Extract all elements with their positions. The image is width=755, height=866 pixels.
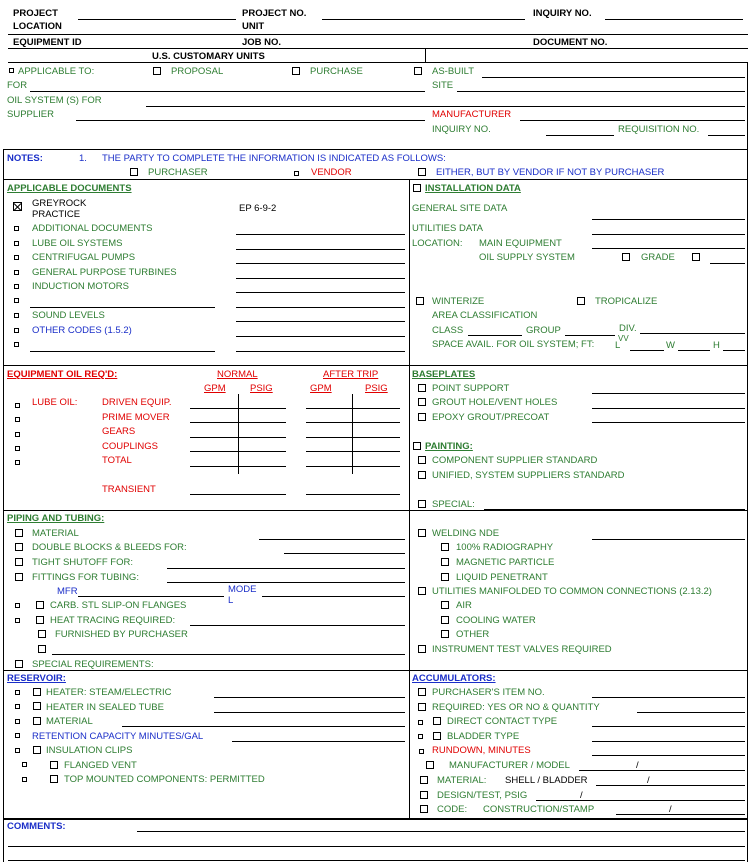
heat-tracing-label: HEAT TRACING REQUIRED:: [50, 615, 176, 626]
insulation-outer-checkbox[interactable]: [15, 748, 20, 753]
oil-req-title: EQUIPMENT OIL REQ'D:: [7, 369, 118, 380]
div-label: DIV.: [619, 323, 637, 334]
construction-slash: /: [669, 804, 672, 815]
welding-nde-label: WELDING NDE: [432, 528, 500, 539]
comments-field-1[interactable]: [137, 831, 745, 832]
painting-special-checkbox[interactable]: [418, 500, 426, 508]
acc-material-checkbox[interactable]: [420, 776, 428, 784]
construction-stamp-field[interactable]: [616, 814, 745, 815]
direct-label: DIRECT CONTACT TYPE: [447, 716, 558, 727]
lube-oil-req-checkbox[interactable]: [15, 403, 20, 408]
class-field[interactable]: [468, 335, 522, 336]
direct-checkbox[interactable]: [433, 717, 441, 725]
tight-shutoff-label: TIGHT SHUTOFF FOR:: [32, 557, 133, 568]
double-blocks-checkbox[interactable]: [15, 543, 23, 551]
main-equipment-field[interactable]: [592, 248, 745, 249]
motors-label: INDUCTION MOTORS: [32, 281, 129, 292]
piping-material-label: MATERIAL: [32, 528, 79, 539]
additional-docs-label: ADDITIONAL DOCUMENTS: [32, 223, 153, 234]
applicable-to-label: APPLICABLE TO:: [18, 66, 95, 77]
piping-blank-checkbox[interactable]: [38, 645, 46, 653]
sealed-field[interactable]: [214, 712, 405, 713]
notes-number: 1.: [79, 153, 87, 164]
model-label-1: MODE: [228, 584, 257, 595]
supplier-field[interactable]: [76, 120, 425, 121]
piping-blank-field[interactable]: [52, 654, 405, 655]
reservoir-title: RESERVOIR:: [7, 673, 66, 684]
inquiry-no-label: INQUIRY NO.: [533, 8, 592, 19]
air-checkbox[interactable]: [441, 601, 449, 609]
purchase-checkbox[interactable]: [292, 67, 300, 75]
magnetic-label: MAGNETIC PARTICLE: [456, 557, 555, 568]
purchase-label: PURCHASE: [310, 66, 363, 77]
other-codes-checkbox[interactable]: [14, 328, 19, 333]
gears-checkbox[interactable]: [15, 432, 20, 437]
project-no-field[interactable]: [322, 19, 525, 20]
blank-doc-checkbox-2[interactable]: [14, 342, 19, 347]
project-no-label: PROJECT NO.: [242, 8, 307, 19]
tight-shutoff-checkbox[interactable]: [15, 558, 23, 566]
space-vv-label: VV: [618, 334, 629, 343]
epoxy-grout-label: EPOXY GROUT/PRECOAT: [432, 412, 550, 423]
shell-bladder-field[interactable]: [596, 785, 745, 786]
utilities-manifold-label: UTILITIES MANIFOLDED TO COMMON CONNECTIONS (2.13.2): [432, 586, 712, 597]
supplier-label: SUPPLIER: [7, 109, 54, 120]
heat-tracing-checkbox[interactable]: [36, 616, 44, 624]
pumps-field[interactable]: [236, 263, 405, 264]
units-label: U.S. CUSTOMARY UNITS: [152, 51, 265, 62]
prime-trip-field[interactable]: [306, 422, 400, 423]
design-test-slash: /: [580, 790, 583, 801]
top-mounted-label: TOP MOUNTED COMPONENTS: PERMITTED: [64, 774, 265, 785]
comments-field-3[interactable]: [8, 860, 745, 861]
painting-title: PAINTING:: [425, 441, 473, 452]
mfr-field[interactable]: [78, 596, 224, 597]
turbines-checkbox[interactable]: [14, 270, 19, 275]
proposal-checkbox[interactable]: [153, 67, 161, 75]
total-normal-field[interactable]: [190, 466, 286, 467]
design-test-field[interactable]: [536, 800, 745, 801]
manufacturer-model-label: MANUFACTURER / MODEL: [449, 760, 570, 771]
blank-doc-field-2b[interactable]: [236, 351, 405, 352]
shell-bladder-label: SHELL / BLADDER: [505, 775, 588, 786]
design-test-checkbox[interactable]: [420, 791, 428, 799]
mfr-label: MFR: [57, 586, 78, 597]
baseplates-title: BASEPLATES: [412, 369, 476, 380]
space-l-field[interactable]: [630, 350, 664, 351]
fittings-label: FITTINGS FOR TUBING:: [32, 572, 139, 583]
lube-oil-field[interactable]: [236, 249, 405, 250]
group-field[interactable]: [565, 335, 615, 336]
reservoir-material-label: MATERIAL: [46, 716, 93, 727]
purchaser-legend-box: [130, 168, 138, 176]
manufacturer-model-field[interactable]: [579, 770, 745, 771]
driven-trip-field[interactable]: [306, 408, 400, 409]
welding-nde-checkbox[interactable]: [418, 529, 426, 537]
radiography-label: 100% RADIOGRAPHY: [456, 542, 554, 553]
manufacturer-field[interactable]: [520, 120, 745, 121]
direct-outer-checkbox[interactable]: [418, 720, 423, 725]
document-no-label: DOCUMENT NO.: [533, 37, 608, 48]
bladder-outer-checkbox[interactable]: [418, 734, 423, 739]
app-inquiry-no-label: INQUIRY NO.: [432, 124, 491, 135]
heater-label: HEATER: STEAM/ELECTRIC: [46, 687, 172, 698]
painting-checkbox[interactable]: [413, 442, 421, 450]
piping-material-field[interactable]: [259, 539, 405, 540]
oil-system-field[interactable]: [146, 106, 745, 107]
either-legend-box: [418, 168, 426, 176]
location-label: LOCATION: [13, 21, 62, 32]
special-req-label: SPECIAL REQUIREMENTS:: [32, 659, 154, 670]
main-equipment-label: MAIN EQUIPMENT: [479, 238, 562, 249]
carb-stl-checkbox[interactable]: [36, 601, 44, 609]
furnished-checkbox[interactable]: [38, 630, 46, 638]
grout-hole-label: GROUT HOLE/VENT HOLES: [432, 397, 558, 408]
acc-material-label: MATERIAL:: [437, 775, 487, 786]
manufacturer-slash: /: [636, 760, 639, 771]
retention-label: RETENTION CAPACITY MINUTES/GAL: [32, 731, 204, 742]
blank-doc-checkbox-1[interactable]: [14, 298, 19, 303]
winterize-label: WINTERIZE: [432, 296, 485, 307]
blank-doc-field-2a[interactable]: [30, 351, 215, 352]
applicable-documents-title: APPLICABLE DOCUMENTS: [7, 183, 132, 194]
as-built-label: AS-BUILT: [432, 66, 475, 77]
shell-bladder-slash: /: [647, 775, 650, 786]
utilities-data-label: UTILITIES DATA: [412, 223, 483, 234]
transient-normal-field[interactable]: [190, 494, 286, 495]
general-site-field[interactable]: [592, 219, 745, 220]
carb-stl-label: CARB. STL SLIP-ON FLANGES: [50, 600, 187, 611]
liquid-checkbox[interactable]: [441, 573, 449, 581]
cooling-label: COOLING WATER: [456, 615, 536, 626]
sealed-checkbox[interactable]: [33, 702, 41, 710]
piping-title: PIPING AND TUBING:: [7, 513, 105, 524]
other-label: OTHER: [456, 629, 490, 640]
inquiry-no-field[interactable]: [605, 19, 743, 20]
heater-checkbox[interactable]: [33, 688, 41, 696]
normal-label: NORMAL: [217, 369, 258, 380]
double-blocks-label: DOUBLE BLOCKS & BLEEDS FOR:: [32, 542, 187, 553]
other-checkbox[interactable]: [441, 630, 449, 638]
rundown-label: RUNDOWN, MINUTES: [432, 745, 531, 756]
painting-special-label: SPECIAL:: [432, 499, 475, 510]
for-field[interactable]: [30, 91, 425, 92]
driven-equip-label: DRIVEN EQUIP.: [102, 397, 172, 408]
liquid-label: LIQUID PENETRANT: [456, 572, 548, 583]
prime-mover-label: PRIME MOVER: [102, 412, 170, 423]
installation-data-checkbox[interactable]: [413, 184, 421, 192]
air-label: AIR: [456, 600, 472, 611]
blank-doc-field-1b[interactable]: [236, 307, 405, 308]
other-codes-label: OTHER CODES (1.5.2): [32, 325, 132, 336]
space-h-field[interactable]: [723, 350, 745, 351]
sealed-outer-checkbox[interactable]: [15, 704, 20, 709]
model-label-2: L: [228, 595, 234, 606]
site-field[interactable]: [457, 91, 745, 92]
retention-field[interactable]: [232, 741, 405, 742]
vendor-legend: VENDOR: [311, 167, 352, 178]
component-standard-label: COMPONENT SUPPLIER STANDARD: [432, 455, 598, 466]
as-built-checkbox[interactable]: [414, 67, 422, 75]
fittings-checkbox[interactable]: [15, 573, 23, 581]
pumps-checkbox[interactable]: [14, 255, 19, 260]
furnished-label: FURNISHED BY PURCHASER: [55, 629, 188, 640]
driven-normal-field[interactable]: [190, 408, 286, 409]
grout-hole-checkbox[interactable]: [418, 398, 426, 406]
total-label: TOTAL: [102, 455, 132, 466]
equipment-id-label: EQUIPMENT ID: [13, 37, 82, 48]
gears-label: GEARS: [102, 426, 136, 437]
fittings-field[interactable]: [167, 582, 405, 583]
for-label: FOR: [7, 80, 28, 91]
top-mounted-outer-checkbox[interactable]: [22, 777, 27, 782]
transient-label: TRANSIENT: [102, 484, 156, 495]
notes-text: THE PARTY TO COMPLETE THE INFORMATION IS INDICATED AS FOLLOWS:: [102, 153, 446, 164]
notes-label: NOTES:: [7, 153, 43, 164]
model-field[interactable]: [262, 596, 405, 597]
prime-normal-field[interactable]: [190, 422, 286, 423]
point-support-label: POINT SUPPORT: [432, 383, 510, 394]
unit-label: UNIT: [242, 21, 265, 32]
top-mounted-checkbox[interactable]: [50, 775, 58, 783]
utilities-data-field[interactable]: [592, 234, 745, 235]
required-checkbox[interactable]: [418, 703, 426, 711]
other-codes-field[interactable]: [236, 336, 405, 337]
ep-value: EP 6-9-2: [239, 203, 277, 214]
greyrock-label: GREYROCK: [32, 198, 87, 209]
space-w-field[interactable]: [678, 350, 710, 351]
grade-checkbox[interactable]: [692, 253, 700, 261]
grout-hole-field[interactable]: [592, 408, 745, 409]
bladder-label: BLADDER TYPE: [447, 731, 520, 742]
couplings-normal-field[interactable]: [190, 451, 286, 452]
point-support-checkbox[interactable]: [418, 384, 426, 392]
item-no-label: PURCHASER'S ITEM NO.: [432, 687, 545, 698]
heat-tracing-field[interactable]: [190, 625, 405, 626]
component-standard-checkbox[interactable]: [418, 456, 426, 464]
tropicalize-checkbox[interactable]: [577, 297, 585, 305]
area-class-label: AREA CLASSIFICATION: [432, 310, 538, 321]
point-support-field[interactable]: [592, 393, 745, 394]
prime-mover-checkbox[interactable]: [15, 417, 20, 422]
turbines-label: GENERAL PURPOSE TURBINES: [32, 267, 177, 278]
reservoir-material-field[interactable]: [122, 726, 405, 727]
additional-docs-field[interactable]: [236, 234, 405, 235]
radiography-checkbox[interactable]: [441, 543, 449, 551]
gears-normal-field[interactable]: [190, 437, 286, 438]
transient-trip-field[interactable]: [306, 494, 400, 495]
gpm-trip-label: GPM: [310, 383, 332, 394]
insulation-checkbox[interactable]: [33, 746, 41, 754]
double-blocks-field[interactable]: [284, 553, 405, 554]
item-no-checkbox[interactable]: [418, 688, 426, 696]
rundown-field[interactable]: [592, 755, 745, 756]
comments-field-2[interactable]: [8, 846, 745, 847]
project-field[interactable]: [78, 19, 236, 20]
space-h-label: H: [713, 340, 720, 351]
unified-standard-label: UNIFIED, SYSTEM SUPPLIERS STANDARD: [432, 470, 625, 481]
carb-stl-outer-checkbox[interactable]: [15, 603, 20, 608]
practice-label: PRACTICE: [32, 209, 81, 220]
additional-docs-checkbox[interactable]: [14, 226, 19, 231]
insulation-label: INSULATION CLIPS: [46, 745, 133, 756]
couplings-checkbox[interactable]: [15, 446, 20, 451]
special-req-checkbox[interactable]: [15, 660, 23, 668]
instrument-valves-label: INSTRUMENT TEST VALVES REQUIRED: [432, 644, 612, 655]
requisition-no-label: REQUISITION NO.: [618, 124, 700, 135]
lube-oil-req-label: LUBE OIL:: [32, 397, 78, 408]
construction-stamp-label: CONSTRUCTION/STAMP: [483, 804, 595, 815]
unified-standard-checkbox[interactable]: [418, 471, 426, 479]
bladder-field[interactable]: [592, 741, 745, 742]
cooling-checkbox[interactable]: [441, 616, 449, 624]
winterize-checkbox[interactable]: [416, 297, 424, 305]
magnetic-checkbox[interactable]: [441, 558, 449, 566]
grade-label: GRADE: [641, 252, 675, 263]
heat-tracing-outer-checkbox[interactable]: [15, 618, 20, 623]
oil-supply-label: OIL SUPPLY SYSTEM: [479, 252, 575, 263]
pumps-label: CENTRIFUGAL PUMPS: [32, 252, 136, 263]
design-test-label: DESIGN/TEST, PSIG: [437, 790, 528, 801]
oil-system-label: OIL SYSTEM (S) FOR: [7, 95, 102, 106]
tight-shutoff-field[interactable]: [167, 568, 405, 569]
direct-field[interactable]: [592, 726, 745, 727]
total-checkbox[interactable]: [15, 460, 20, 465]
class-label: CLASS: [432, 325, 464, 336]
applicable-to-checkbox[interactable]: [9, 68, 14, 73]
epoxy-grout-field[interactable]: [592, 422, 745, 423]
blank-doc-field-1a[interactable]: [30, 307, 215, 308]
total-trip-field[interactable]: [306, 466, 400, 467]
gears-trip-field[interactable]: [306, 437, 400, 438]
sealed-label: HEATER IN SEALED TUBE: [46, 702, 164, 713]
greyrock-practice-checkbox[interactable]: [13, 202, 22, 211]
tropicalize-label: TROPICALIZE: [595, 296, 658, 307]
piping-material-checkbox[interactable]: [15, 529, 23, 537]
grade-field[interactable]: [710, 263, 745, 264]
after-trip-label: AFTER TRIP: [323, 369, 379, 380]
reservoir-material-outer-checkbox[interactable]: [15, 719, 20, 724]
retention-checkbox[interactable]: [15, 733, 20, 738]
as-built-field[interactable]: [482, 77, 745, 78]
manufacturer-model-checkbox[interactable]: [426, 761, 434, 769]
code-label: CODE:: [437, 804, 468, 815]
lube-oil-label: LUBE OIL SYSTEMS: [32, 238, 123, 249]
accumulators-title: ACCUMULATORS:: [412, 673, 496, 684]
required-field[interactable]: [637, 712, 745, 713]
item-no-field[interactable]: [592, 697, 745, 698]
psig-trip-label: PSIG: [365, 383, 388, 394]
utilities-manifold-checkbox[interactable]: [418, 587, 426, 595]
heater-outer-checkbox[interactable]: [15, 690, 20, 695]
job-no-label: JOB NO.: [242, 37, 282, 48]
couplings-label: COUPLINGS: [102, 441, 158, 452]
requisition-no-field[interactable]: [708, 135, 745, 136]
general-site-label: GENERAL SITE DATA: [412, 203, 508, 214]
code-checkbox[interactable]: [420, 805, 428, 813]
site-label: SITE: [432, 80, 454, 91]
purchaser-legend: PURCHASER: [148, 167, 208, 178]
flanged-outer-checkbox[interactable]: [22, 762, 27, 767]
space-w-label: W: [666, 340, 675, 351]
heater-field[interactable]: [214, 697, 405, 698]
comments-label: COMMENTS:: [7, 821, 66, 832]
rundown-checkbox[interactable]: [419, 749, 424, 754]
couplings-trip-field[interactable]: [306, 451, 400, 452]
motors-checkbox[interactable]: [14, 284, 19, 289]
lube-oil-checkbox[interactable]: [14, 241, 19, 246]
instrument-valves-checkbox[interactable]: [418, 645, 426, 653]
project-label: PROJECT: [13, 8, 58, 19]
manufacturer-label: MANUFACTURER: [432, 109, 512, 120]
space-l-label: L: [615, 340, 621, 351]
either-legend: EITHER, BUT BY VENDOR IF NOT BY PURCHASER: [436, 167, 665, 178]
proposal-label: PROPOSAL: [171, 66, 224, 77]
flanged-checkbox[interactable]: [50, 761, 58, 769]
gpm-normal-label: GPM: [204, 383, 226, 394]
installation-data-title: INSTALLATION DATA: [425, 183, 521, 194]
reservoir-material-checkbox[interactable]: [33, 717, 41, 725]
sound-field[interactable]: [236, 321, 405, 322]
group-label: GROUP: [526, 325, 561, 336]
welding-nde-field[interactable]: [592, 539, 745, 540]
space-label: SPACE AVAIL. FOR OIL SYSTEM; FT:: [432, 339, 595, 350]
psig-normal-label: PSIG: [250, 383, 273, 394]
turbines-field[interactable]: [236, 278, 405, 279]
app-inquiry-no-field[interactable]: [546, 135, 614, 136]
epoxy-grout-checkbox[interactable]: [418, 413, 426, 421]
vendor-legend-box: [294, 171, 299, 176]
flanged-label: FLANGED VENT: [64, 760, 137, 771]
location-label-2: LOCATION:: [412, 238, 463, 249]
div-field[interactable]: [640, 333, 745, 334]
motors-field[interactable]: [236, 292, 405, 293]
bladder-checkbox[interactable]: [433, 732, 441, 740]
sound-checkbox[interactable]: [14, 313, 19, 318]
oil-supply-checkbox[interactable]: [622, 253, 630, 261]
required-label: REQUIRED: YES OR NO & QUANTITY: [432, 702, 600, 713]
sound-label: SOUND LEVELS: [32, 310, 105, 321]
